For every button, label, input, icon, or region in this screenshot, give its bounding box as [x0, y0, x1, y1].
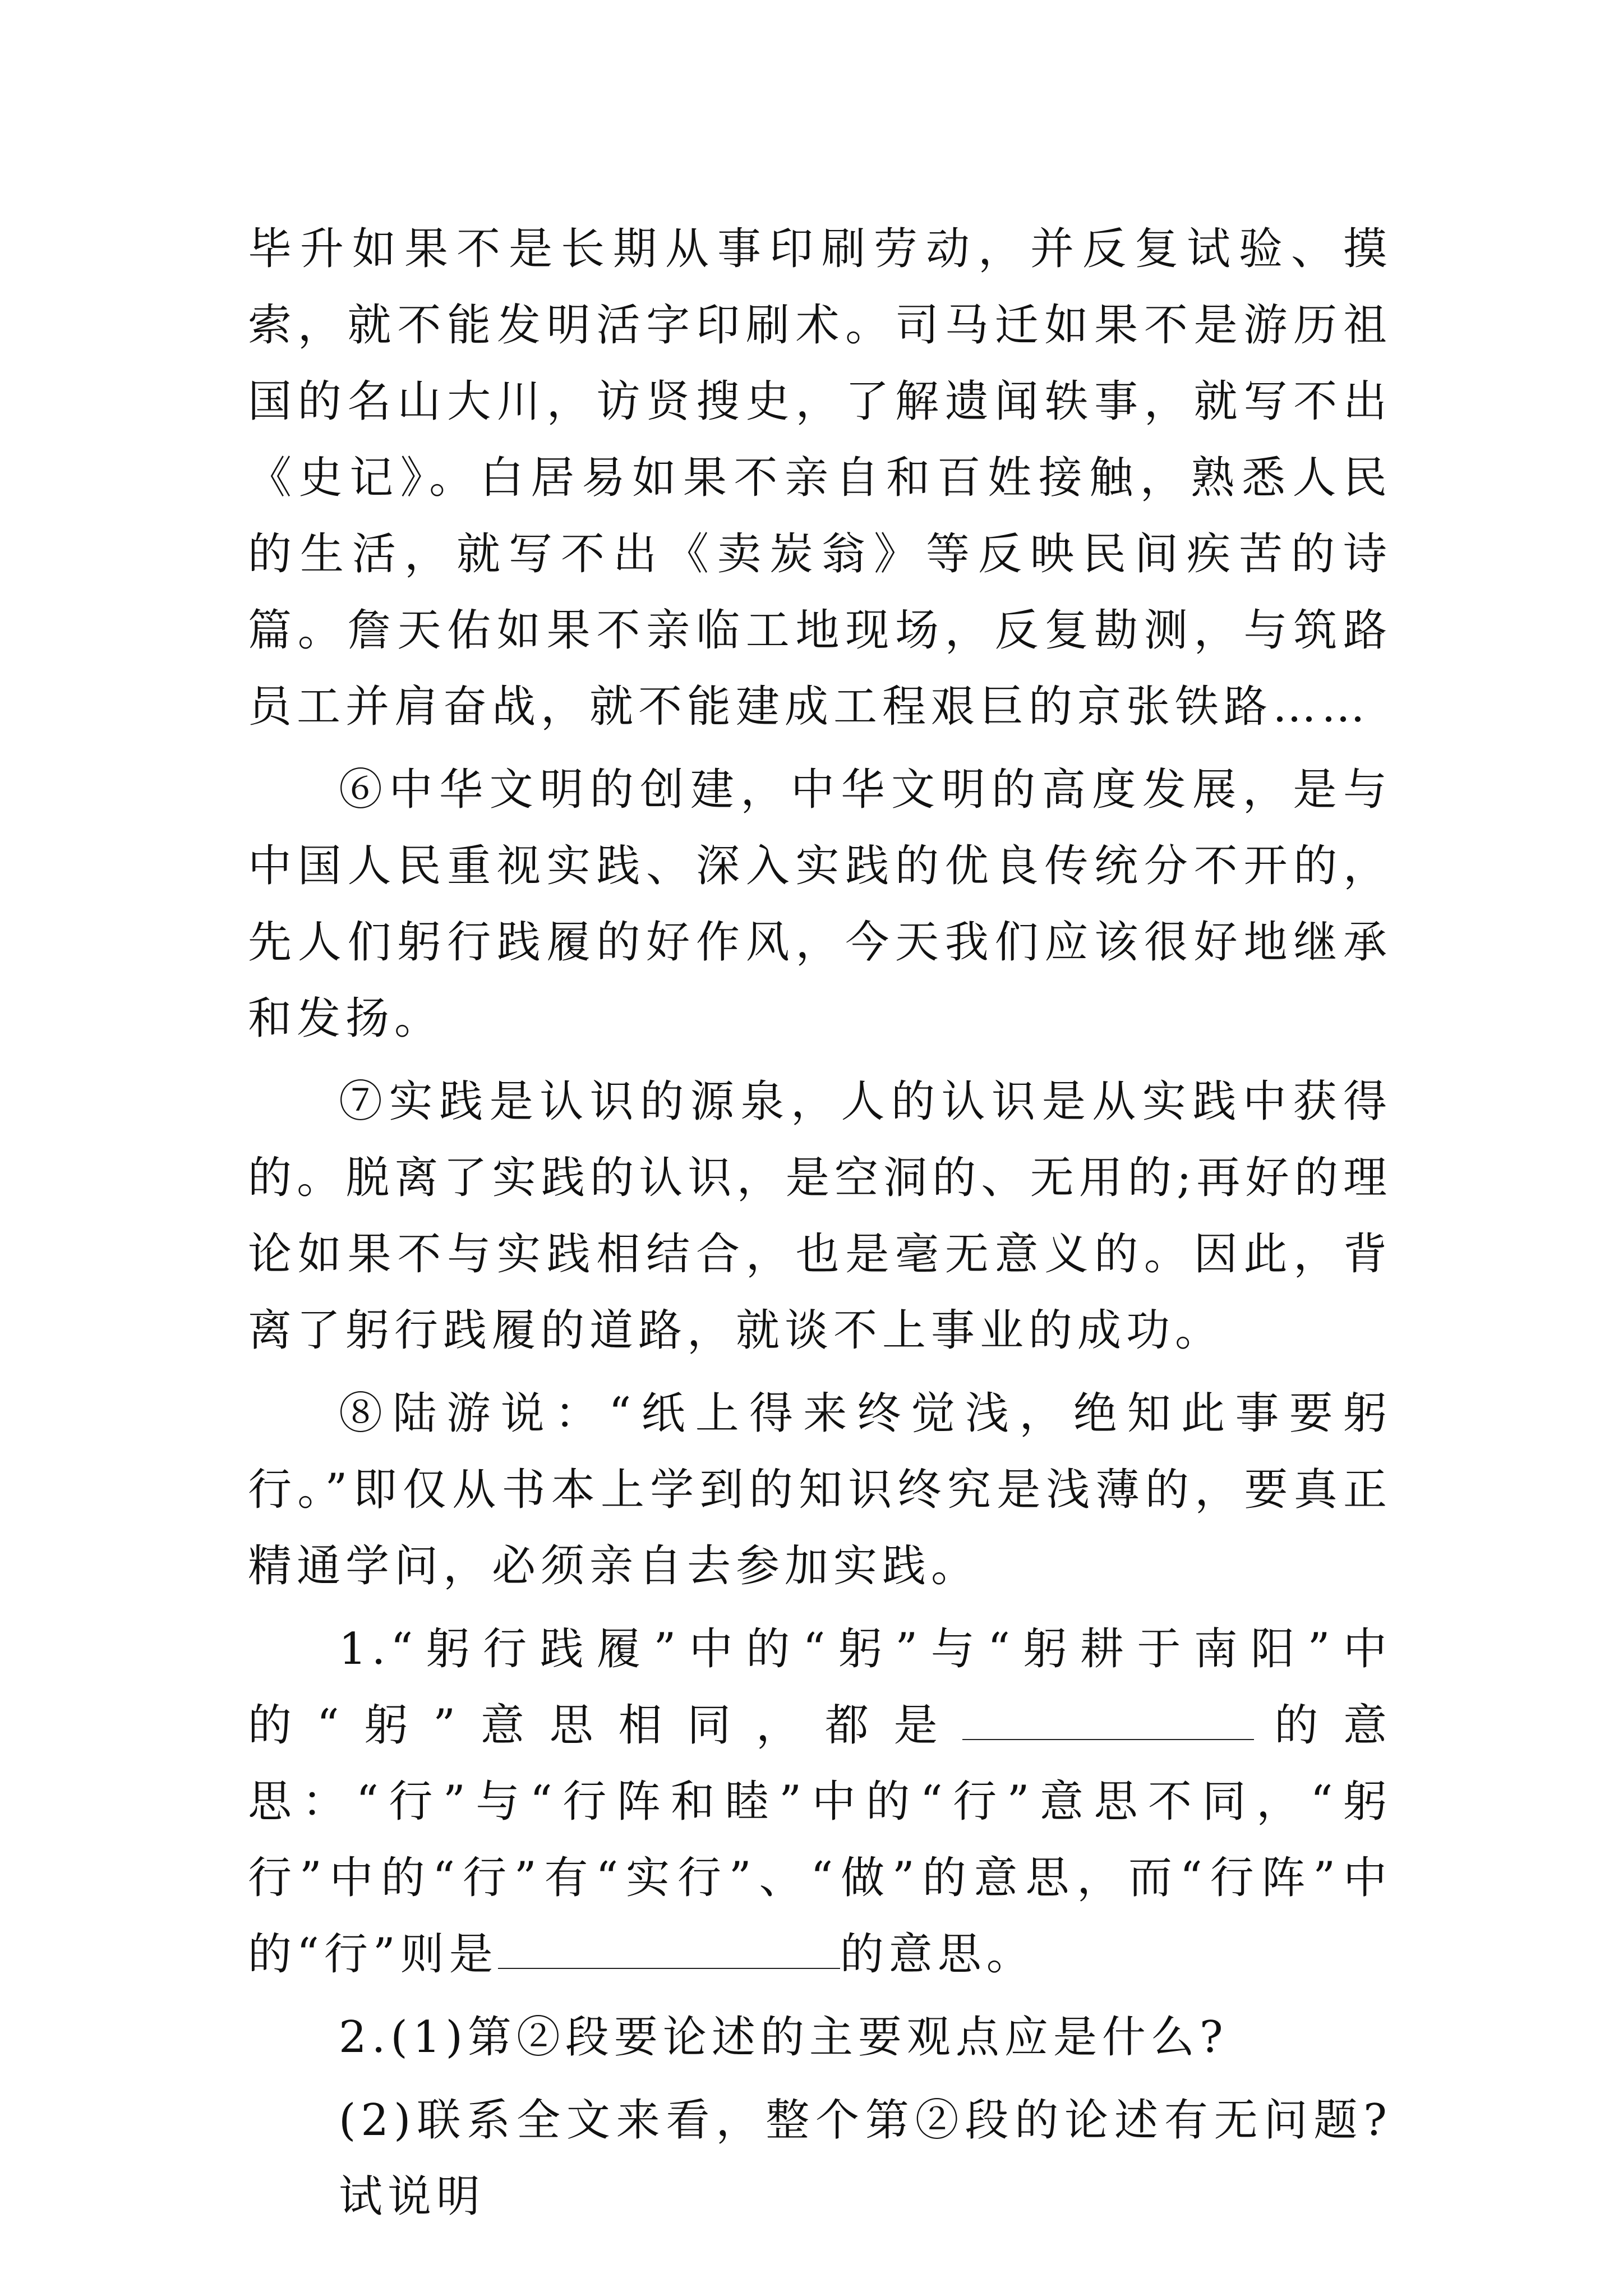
answer-blank-2[interactable]	[498, 1917, 840, 1969]
question-1-text-c: 的意思。	[840, 1929, 1035, 1980]
document-body	[248, 211, 1392, 2242]
question-2-part-1: 2.(1)第②段要论述的主要观点应是什么?	[339, 2012, 1228, 2063]
paragraph-5-continuation: 毕升如果不是长期从事印刷劳动，并反复试验、摸索，就不能发明活字印刷术。司马迁如果不是游历祖国的名山大川，访贤搜史，了解遗闻轶事，就写不出《史记》。白居易如果不亲自和百姓接触，熟悉人民的生活，就写不出《卖炭翁》等反映民间疾苦的诗篇。詹天佑如果不亲临工地现场，反复勘测，与筑路员工并肩奋战，就不能建成工程艰巨的京张铁路……	[248, 224, 1392, 732]
paragraph-7: ⑦实践是认识的源泉，人的认识是从实践中获得的。脱离了实践的认识，是空洞的、无用的;再好的理论如果不与实践相结合，也是毫无意义的。因此，背离了躬行践履的道路，就谈不上事业的成功。	[248, 1076, 1392, 1356]
paragraph-8: ⑧陆游说：“纸上得来终觉浅，绝知此事要躬行。”即仅从书本上学到的知识终究是浅薄的，要真正精通学问，必须亲自去参加实践。	[248, 1388, 1392, 1591]
question-1	[248, 1611, 1392, 1993]
question-1-text-b: 的意思：“行”与“行阵和睦”中的“行”意思不同，“躬行”中的“行”有“实行”、“做”的意思，而“行阵”中的“行”则是	[248, 1700, 1392, 1980]
question-1-text-a: 1.“躬行践履”中的“躬”与“躬耕于南阳”中的“躬”意思相同，都是	[248, 1624, 1392, 1751]
question-2-part-2: (2)联系全文来看，整个第②段的论述有无问题?试说明	[339, 2095, 1392, 2222]
answer-blank-1[interactable]	[962, 1688, 1254, 1740]
paragraph-6: ⑥中华文明的创建，中华文明的高度发展，是与中国人民重视实践、深入实践的优良传统分不开的，先人们躬行践履的好作风，今天我们应该很好地继承和发扬。	[248, 765, 1392, 1044]
